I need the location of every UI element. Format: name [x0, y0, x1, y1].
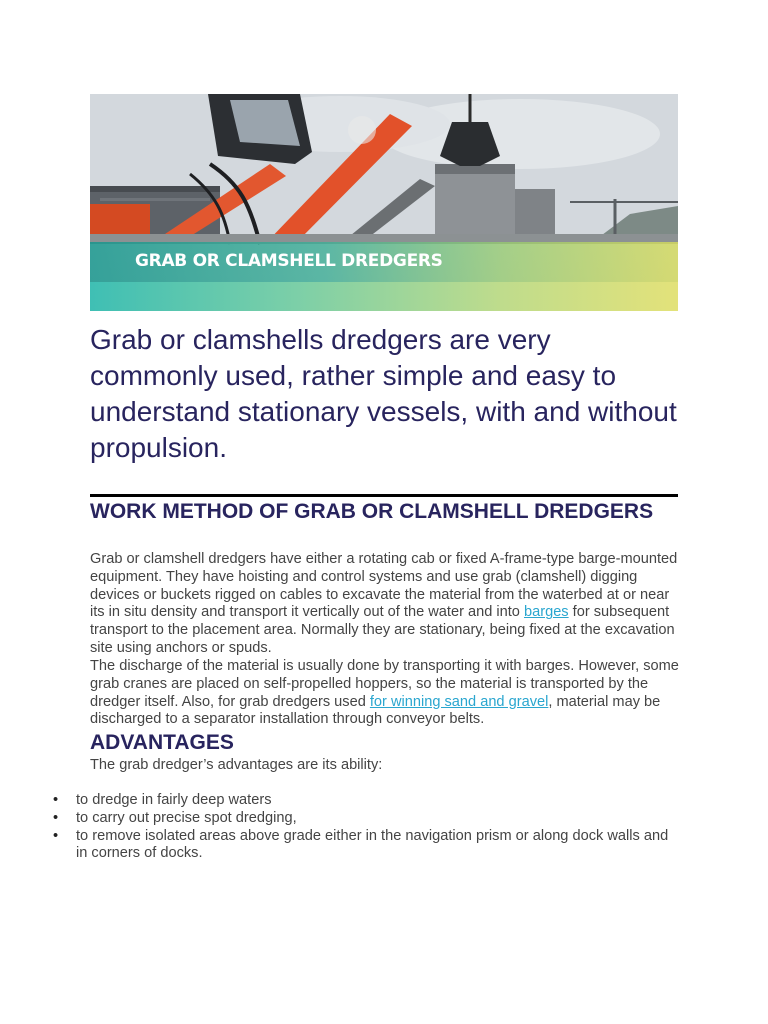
advantages-heading: ADVANTAGES — [90, 731, 234, 754]
work-method-paragraph-1 — [90, 551, 680, 658]
paragraph-text: for subsequent transport to the placement area. Normally they are stationary, being fixed at the excavation site using anchors or spuds. — [90, 604, 675, 656]
barges-link[interactable]: barges — [523, 604, 569, 621]
list-item — [53, 809, 676, 828]
sand-gravel-link[interactable]: for winning sand and gravel — [369, 693, 549, 710]
hero-banner — [90, 94, 678, 311]
section-divider — [90, 494, 678, 497]
list-item — [53, 792, 676, 810]
bullet-icon: • — [53, 827, 59, 844]
work-method-paragraph-2 — [90, 658, 680, 729]
advantages-intro: The grab dredger’s advantages are its ability: — [90, 757, 383, 773]
paragraph-text: The discharge of the material is usually done by transporting it with barges. However, some grab cranes are placed on self-propelled hoppers, so the material is transported by the dredger itself. Also, for grab dredgers used — [90, 658, 679, 710]
bullet-icon: • — [53, 809, 59, 826]
advantages-list — [0, 792, 676, 863]
bullet-icon: • — [53, 792, 59, 808]
banner-gradient-strip — [90, 282, 678, 311]
banner-title: GRAB OR CLAMSHELL DREDGERS — [135, 251, 443, 271]
paragraph-text: Grab or clamshell dredgers have either a rotating cab or fixed A-frame-type barge-mounted equipment. They have hoisting and control systems and use grab (clamshell) digging devices or buckets rigged on cables to excavate the material from the waterbed at or near its in situ density and transport it vertically out of the water and into — [90, 551, 678, 621]
list-item-text: to dredge in fairly deep waters — [76, 792, 272, 808]
list-item-text: to remove isolated areas above grade either in the navigation prism or along dock walls and in corners of docks. — [76, 827, 669, 862]
paragraph-text: , material may be discharged to a separator installation through conveyor belts. — [90, 693, 661, 728]
list-item-text: to carry out precise spot dredging, — [76, 809, 297, 826]
list-item — [53, 827, 676, 864]
lead-paragraph: Grab or clamshells dredgers are very commonly used, rather simple and easy to understand stationary vessels, with and without propulsion. — [90, 324, 677, 463]
work-method-heading: WORK METHOD OF GRAB OR CLAMSHELL DREDGERS — [90, 500, 654, 523]
